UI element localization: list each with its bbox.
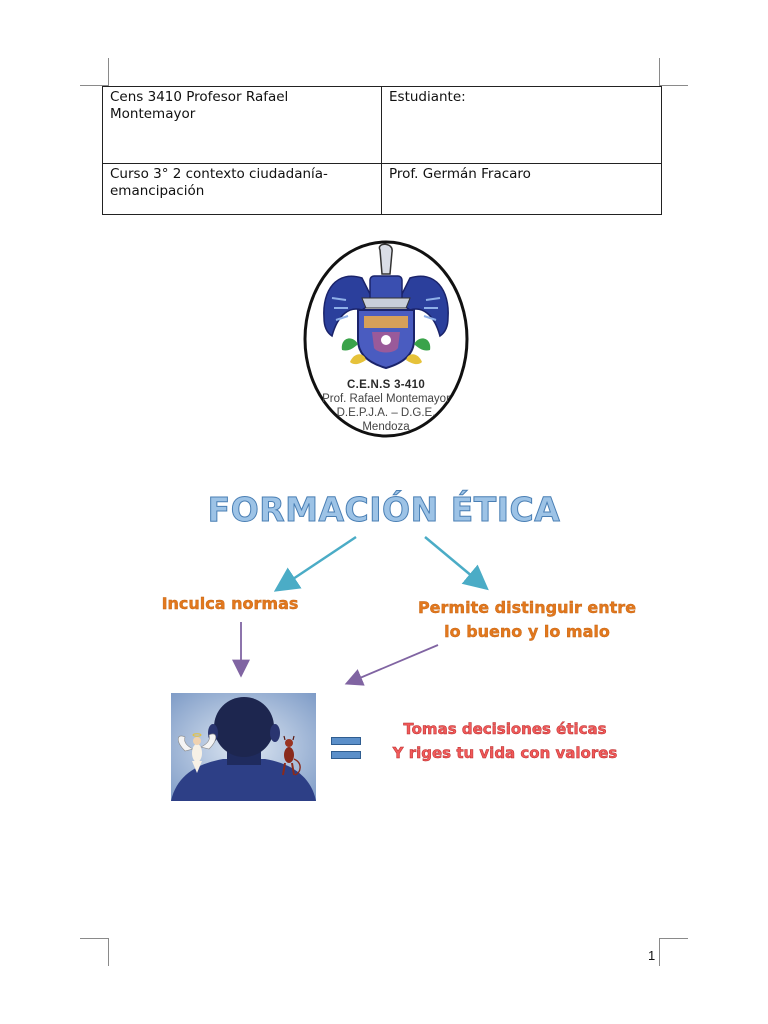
angel-devil-illustration	[171, 693, 316, 801]
right-concept-label	[410, 596, 644, 644]
result-line: Y riges tu vida con valores	[392, 744, 618, 762]
arrow-title-to-right	[425, 537, 485, 587]
equals-sign	[331, 737, 361, 761]
arrow-title-to-left	[278, 537, 356, 589]
equals-bar	[331, 751, 361, 759]
logo-caption-line: Mendoza	[362, 421, 410, 433]
page-number: 1	[648, 948, 656, 963]
equals-bar	[331, 737, 361, 745]
logo-caption-line: D.E.P.J.A. – D.G.E.	[336, 407, 436, 419]
left-concept-label: Inculca normas	[161, 594, 299, 613]
right-concept-line: lo bueno y lo malo	[444, 622, 610, 641]
diagram-title: FORMACIÓN ÉTICA	[207, 490, 561, 529]
right-concept-line: Permite distinguir entre	[417, 598, 637, 617]
professor-cell: Prof. Germán Fracaro	[382, 164, 662, 215]
arrow-right-to-image	[348, 645, 438, 683]
course-cell: Curso 3° 2 contexto ciudadanía-emancipación	[103, 164, 382, 215]
school-teacher-cell: Cens 3410 Profesor Rafael Montemayor	[103, 87, 382, 164]
logo-caption-line: C.E.N.S 3-410	[346, 379, 426, 391]
logo-caption-line: Prof. Rafael Montemayor	[322, 393, 450, 405]
student-cell: Estudiante:	[382, 87, 662, 164]
result-label	[370, 717, 640, 765]
result-line: Tomas decisiones éticas	[403, 720, 607, 738]
